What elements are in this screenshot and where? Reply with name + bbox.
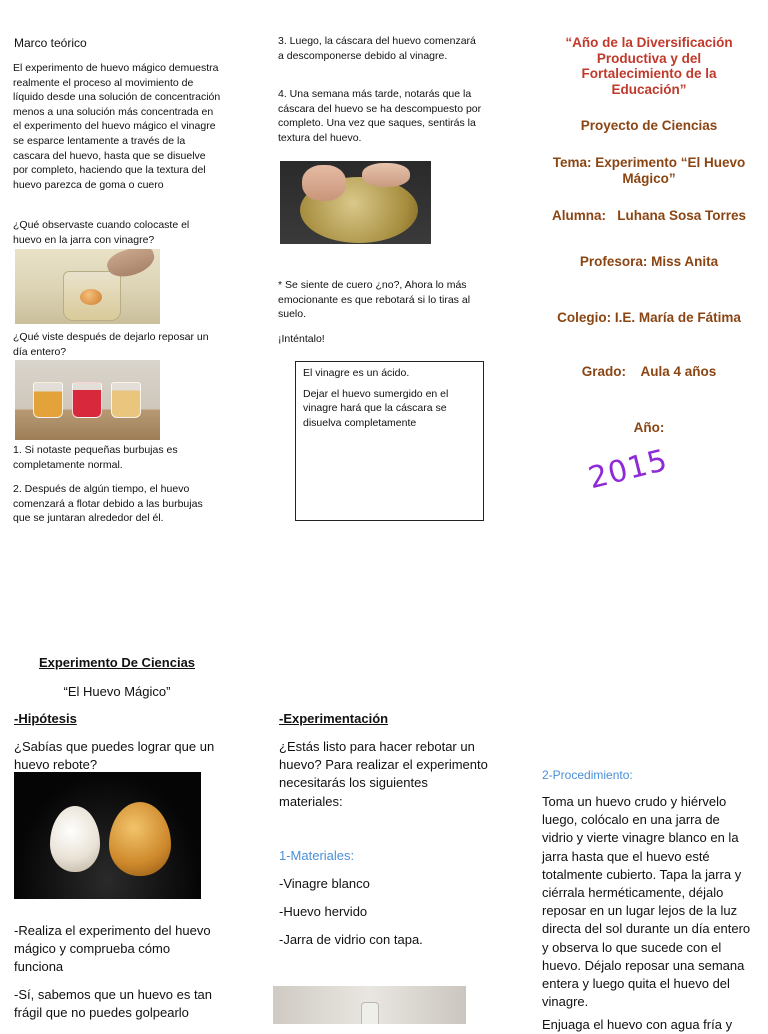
question-1: ¿Qué observaste cuando colocaste el huevo en la jarra con vinagre? [13, 219, 190, 246]
observation-4: 4. Una semana más tarde, notarás que la cáscara del huevo se ha descompuesto por completo. Una vez que saques, sentirás la textura del huevo. [278, 88, 482, 144]
hypothesis-paragraph-1: -Realiza el experimento del huevo mágico y comprueba cómo funciona [14, 923, 211, 975]
cover-tema: Tema: Experimento “El Huevo Mágico” [552, 155, 746, 186]
intro-paragraph: El experimento de huevo mágico demuestra realmente el proceso al movimiento de líquido desde una solución de concentración menos a una solución más concentrada en el experimento del huevo mágico el vinagre se esparce lentamente a través de la cascara del huevo, hasta que se disuelve por completo, haciendo que la textura del huevo parezca de goma o cuero [13, 62, 221, 191]
procedure-text: Toma un huevo crudo y hiérvelo luego, colócalo en una jarra de vidrio y vierte vinagre blanco en la jarra hasta que el huevo esté totalmente cubierto. Tapa la jarra y ciérrala herméticamente, déjalo reposar en un lugar lejos de la luz directa del sol durante un día entero y observa lo que sucede con el huevo. Déjalo reposar una semana entera y luego quita el huevo del vinagre. [542, 794, 751, 1010]
cover-alumna: Alumna: Luhana Sosa Torres [551, 208, 747, 223]
observation-5: * Se siente de cuero ¿no?, Ahora lo más emocionante es que rebotará si lo tiras al suelo. [278, 279, 471, 321]
observation-2: 2. Después de algún tiempo, el huevo comenzará a flotar debido a las burbujas que se juntaran alrededor del él. [13, 483, 203, 525]
materials-heading: 1-Materiales: [279, 848, 355, 863]
question-2: ¿Qué viste después de dejarlo reposar un día entero? [13, 331, 209, 358]
procedure-heading: 2-Procedimiento: [542, 768, 633, 782]
two-eggs-photo [14, 772, 201, 899]
rubber-egg-hand-photo [280, 161, 431, 244]
egg-jar-photo [15, 249, 160, 324]
vinegar-bottle-photo [273, 986, 466, 1024]
observation-1: 1. Si notaste pequeñas burbujas es completamente normal. [13, 444, 178, 471]
note-line-2: Dejar el huevo sumergido en el vinagre hará que la cáscara se disuelva completamente [303, 387, 449, 429]
hypothesis-paragraph-2: -Sí, sabemos que un huevo es tan frágil que no puedes golpearlo [14, 987, 213, 1021]
marco-teorico-heading: Marco teórico [14, 36, 87, 50]
vinegar-note-box [295, 361, 484, 521]
hypothesis-heading: -Hipótesis [14, 711, 77, 726]
three-glasses-photo [15, 360, 160, 440]
experiment-heading: Experimento De Ciencias [38, 655, 196, 670]
procedure-continuation: Enjuaga el huevo con agua fría y [542, 1017, 733, 1032]
material-2: -Huevo hervido [279, 904, 368, 919]
cover-anio-label: Año: [633, 420, 665, 435]
experiment-subtitle: “El Huevo Mágico” [63, 684, 171, 699]
note-line-1: El vinagre es un ácido. [303, 367, 410, 379]
material-1: -Vinagre blanco [279, 876, 370, 891]
cover-profesora: Profesora: Miss Anita [579, 254, 719, 269]
material-3: -Jarra de vidrio con tapa. [279, 932, 423, 947]
cover-year: 2015 [584, 442, 672, 497]
experimentation-intro: ¿Estás listo para hacer rebotar un huevo? Para realizar el experimento necesitarás los siguientes materiales: [279, 739, 488, 809]
cover-grado: Grado: Aula 4 años [581, 364, 717, 379]
cover-project: Proyecto de Ciencias [580, 118, 718, 133]
cover-title: “Año de la Diversificación Productiva y del Fortalecimiento de la Educación” [565, 35, 733, 97]
experimentation-heading: -Experimentación [279, 711, 389, 726]
cover-colegio: Colegio: I.E. María de Fátima [557, 310, 741, 325]
try-it-text: ¡Inténtalo! [278, 333, 325, 345]
hypothesis-question: ¿Sabías que puedes lograr que un huevo rebote? [14, 739, 215, 773]
observation-3: 3. Luego, la cáscara del huevo comenzará a descomponerse debido al vinagre. [278, 35, 476, 62]
